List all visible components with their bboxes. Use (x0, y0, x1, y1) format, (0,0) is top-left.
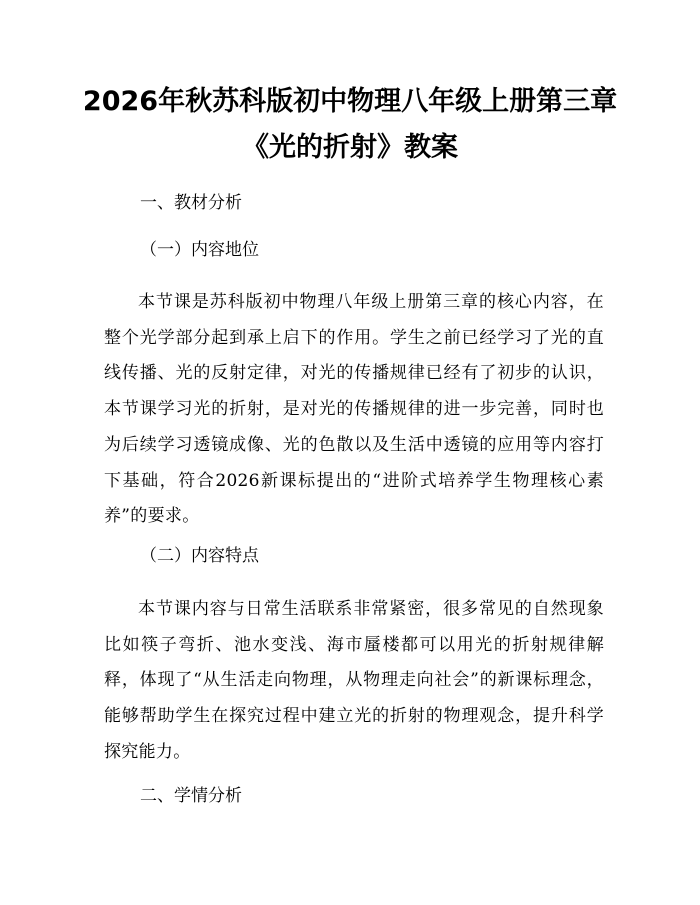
document-title-line-2: 《光的折射》教案 (242, 132, 458, 163)
section-heading-textbook-analysis: 一、教材分析 (140, 193, 242, 213)
subsection-heading-content-position: （一）内容地位 (140, 240, 259, 260)
document-title-line-1: 2026年秋苏科版初中物理八年级上册第三章 (82, 86, 618, 117)
subsection-heading-content-features: （二）内容特点 (140, 546, 259, 566)
paragraph-content-position: 本节课是苏科版初中物理八年级上册第三章的核心内容，在整个光学部分起到承上启下的作用。学生之前已经学习了光的直线传播、光的反射定律，对光的传播规律已经有了初步的认识，本节课学习光的折射，是对光的传播规律的进一步完善，同时也为后续学习透镜成像、光的色散以及生活中透镜的应用等内容打下基础，符合2026新课标提出的“进阶式培养学生物理核心素养”的要求。 (104, 292, 604, 527)
section-heading-student-analysis: 二、学情分析 (140, 786, 242, 806)
paragraph-content-features: 本节课内容与日常生活联系非常紧密，很多常见的自然现象比如筷子弯折、池水变浅、海市蜃楼都可以用光的折射规律解释，体现了“从生活走向物理，从物理走向社会”的新课标理念，能够帮助学生在探究过程中建立光的折射的物理观念，提升科学探究能力。 (104, 599, 604, 762)
